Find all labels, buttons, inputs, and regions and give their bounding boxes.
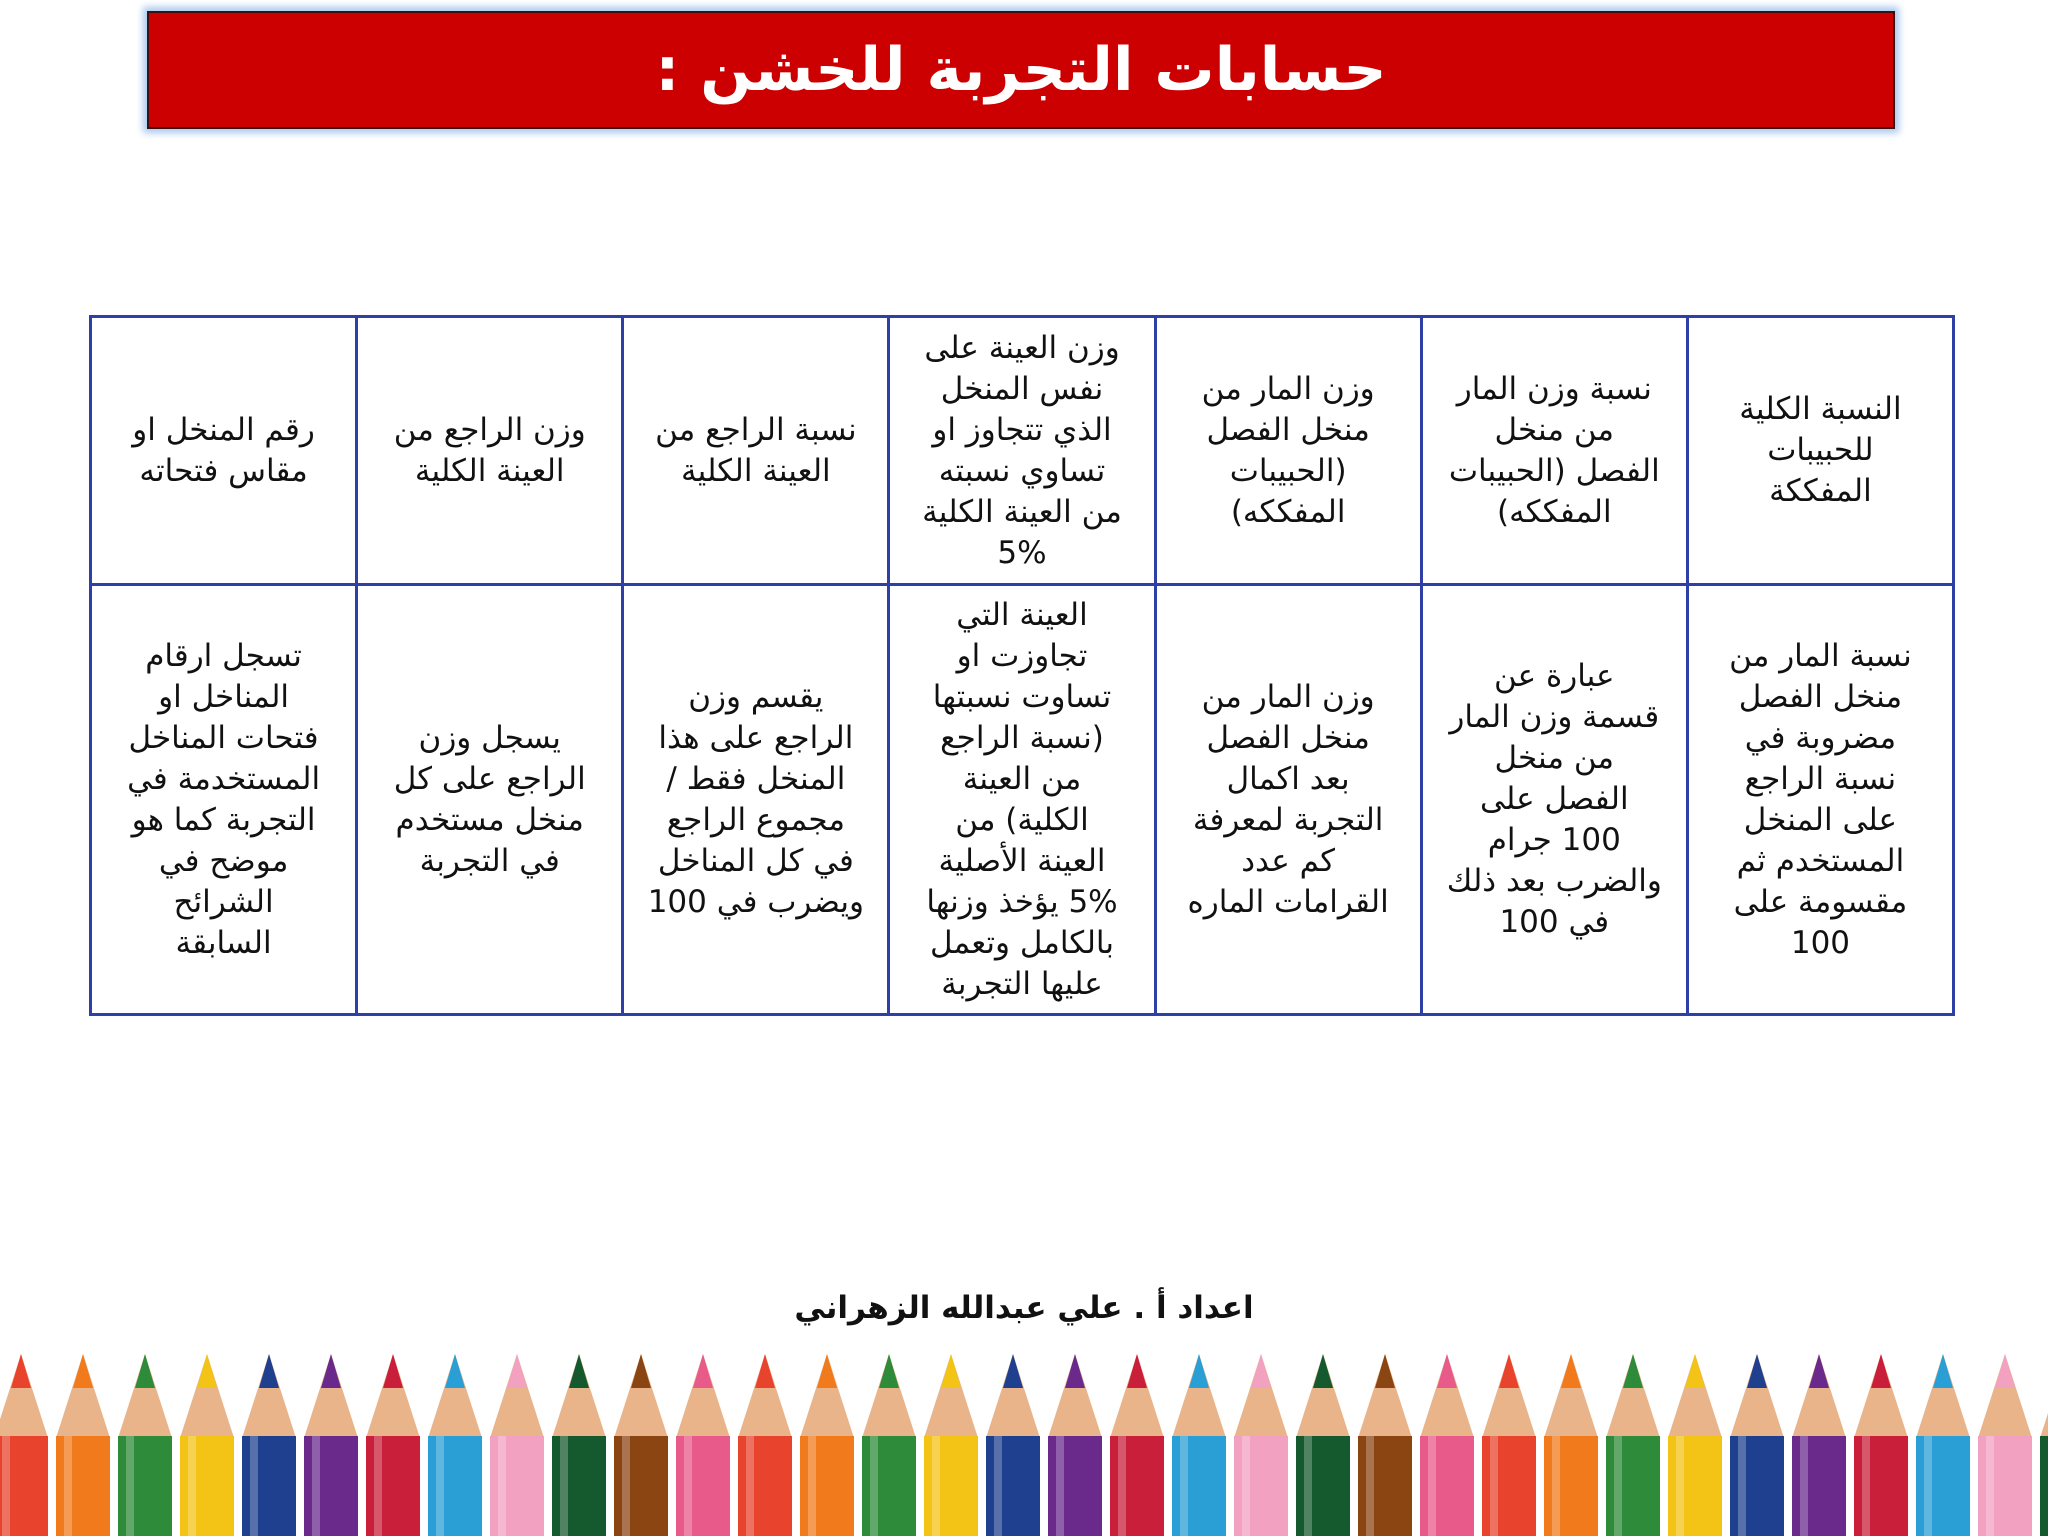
pencil — [490, 1354, 544, 1536]
pencil — [552, 1354, 606, 1536]
pencil — [1110, 1354, 1164, 1536]
pencil — [800, 1354, 854, 1536]
header-cell: وزن المار من منخل الفصل (الحبيبات المفككه) — [1155, 317, 1421, 585]
pencil — [0, 1354, 48, 1536]
pencil — [56, 1354, 110, 1536]
description-cell: عبارة عن قسمة وزن المار من منخل الفصل على 100 جرام والضرب بعد ذلك في 100 — [1421, 585, 1687, 1015]
pencil — [1420, 1354, 1474, 1536]
pencil — [1172, 1354, 1226, 1536]
description-cell: العينة التي تجاوزت او تساوت نسبتها (نسبة الراجع من العينة الكلية) من العينة الأصلية 5% يؤخذ وزنها بالكامل وتعمل عليها التجربة — [889, 585, 1155, 1015]
pencil — [1668, 1354, 1722, 1536]
pencil — [180, 1354, 234, 1536]
pencil — [614, 1354, 668, 1536]
pencil — [366, 1354, 420, 1536]
calculations-table — [89, 315, 1955, 1016]
title-banner — [147, 11, 1895, 129]
pencil — [1854, 1354, 1908, 1536]
description-cell: نسبة المار من منخل الفصل مضروبة في نسبة الراجع على المنخل المستخدم ثم مقسومة على 100 — [1687, 585, 1953, 1015]
table-header-row — [91, 317, 1954, 585]
pencil — [1606, 1354, 1660, 1536]
description-cell: يقسم وزن الراجع على هذا المنخل فقط / مجموع الراجع في كل المناخل ويضرب في 100 — [623, 585, 889, 1015]
pencils-border-image — [0, 1348, 2048, 1536]
pencil — [2040, 1354, 2048, 1536]
pencil — [118, 1354, 172, 1536]
pencil — [304, 1354, 358, 1536]
header-cell: نسبة الراجع من العينة الكلية — [623, 317, 889, 585]
header-cell: رقم المنخل او مقاس فتحاته — [91, 317, 357, 585]
pencil — [242, 1354, 296, 1536]
pencil — [862, 1354, 916, 1536]
page-title: حسابات التجربة للخشن : — [655, 35, 1387, 105]
description-cell: يسجل وزن الراجع على كل منخل مستخدم في التجربة — [357, 585, 623, 1015]
pencil — [986, 1354, 1040, 1536]
pencil — [676, 1354, 730, 1536]
pencil — [1544, 1354, 1598, 1536]
pencil — [1048, 1354, 1102, 1536]
header-cell: نسبة وزن المار من منخل الفصل (الحبيبات المفككه) — [1421, 317, 1687, 585]
description-cell: تسجل ارقام المناخل او فتحات المناخل المستخدمة في التجربة كما هو موضح في الشرائح السابقة — [91, 585, 357, 1015]
pencil — [1482, 1354, 1536, 1536]
pencil — [924, 1354, 978, 1536]
pencil — [1916, 1354, 1970, 1536]
header-cell: النسبة الكلية للحبيبات المفككة — [1687, 317, 1953, 585]
pencil — [1730, 1354, 1784, 1536]
pencil — [428, 1354, 482, 1536]
pencil — [738, 1354, 792, 1536]
pencil — [1234, 1354, 1288, 1536]
header-cell: وزن الراجع من العينة الكلية — [357, 317, 623, 585]
pencil — [1296, 1354, 1350, 1536]
author-credit: اعداد أ . علي عبدالله الزهراني — [794, 1290, 1254, 1326]
pencil — [1978, 1354, 2032, 1536]
table-description-row — [91, 585, 1954, 1015]
description-cell: وزن المار من منخل الفصل بعد اكمال التجربة لمعرفة كم عدد القرامات الماره — [1155, 585, 1421, 1015]
pencil — [1792, 1354, 1846, 1536]
pencil — [1358, 1354, 1412, 1536]
header-cell: وزن العينة على نفس المنخل الذي تتجاوز او تساوي نسبته من العينة الكلية 5% — [889, 317, 1155, 585]
